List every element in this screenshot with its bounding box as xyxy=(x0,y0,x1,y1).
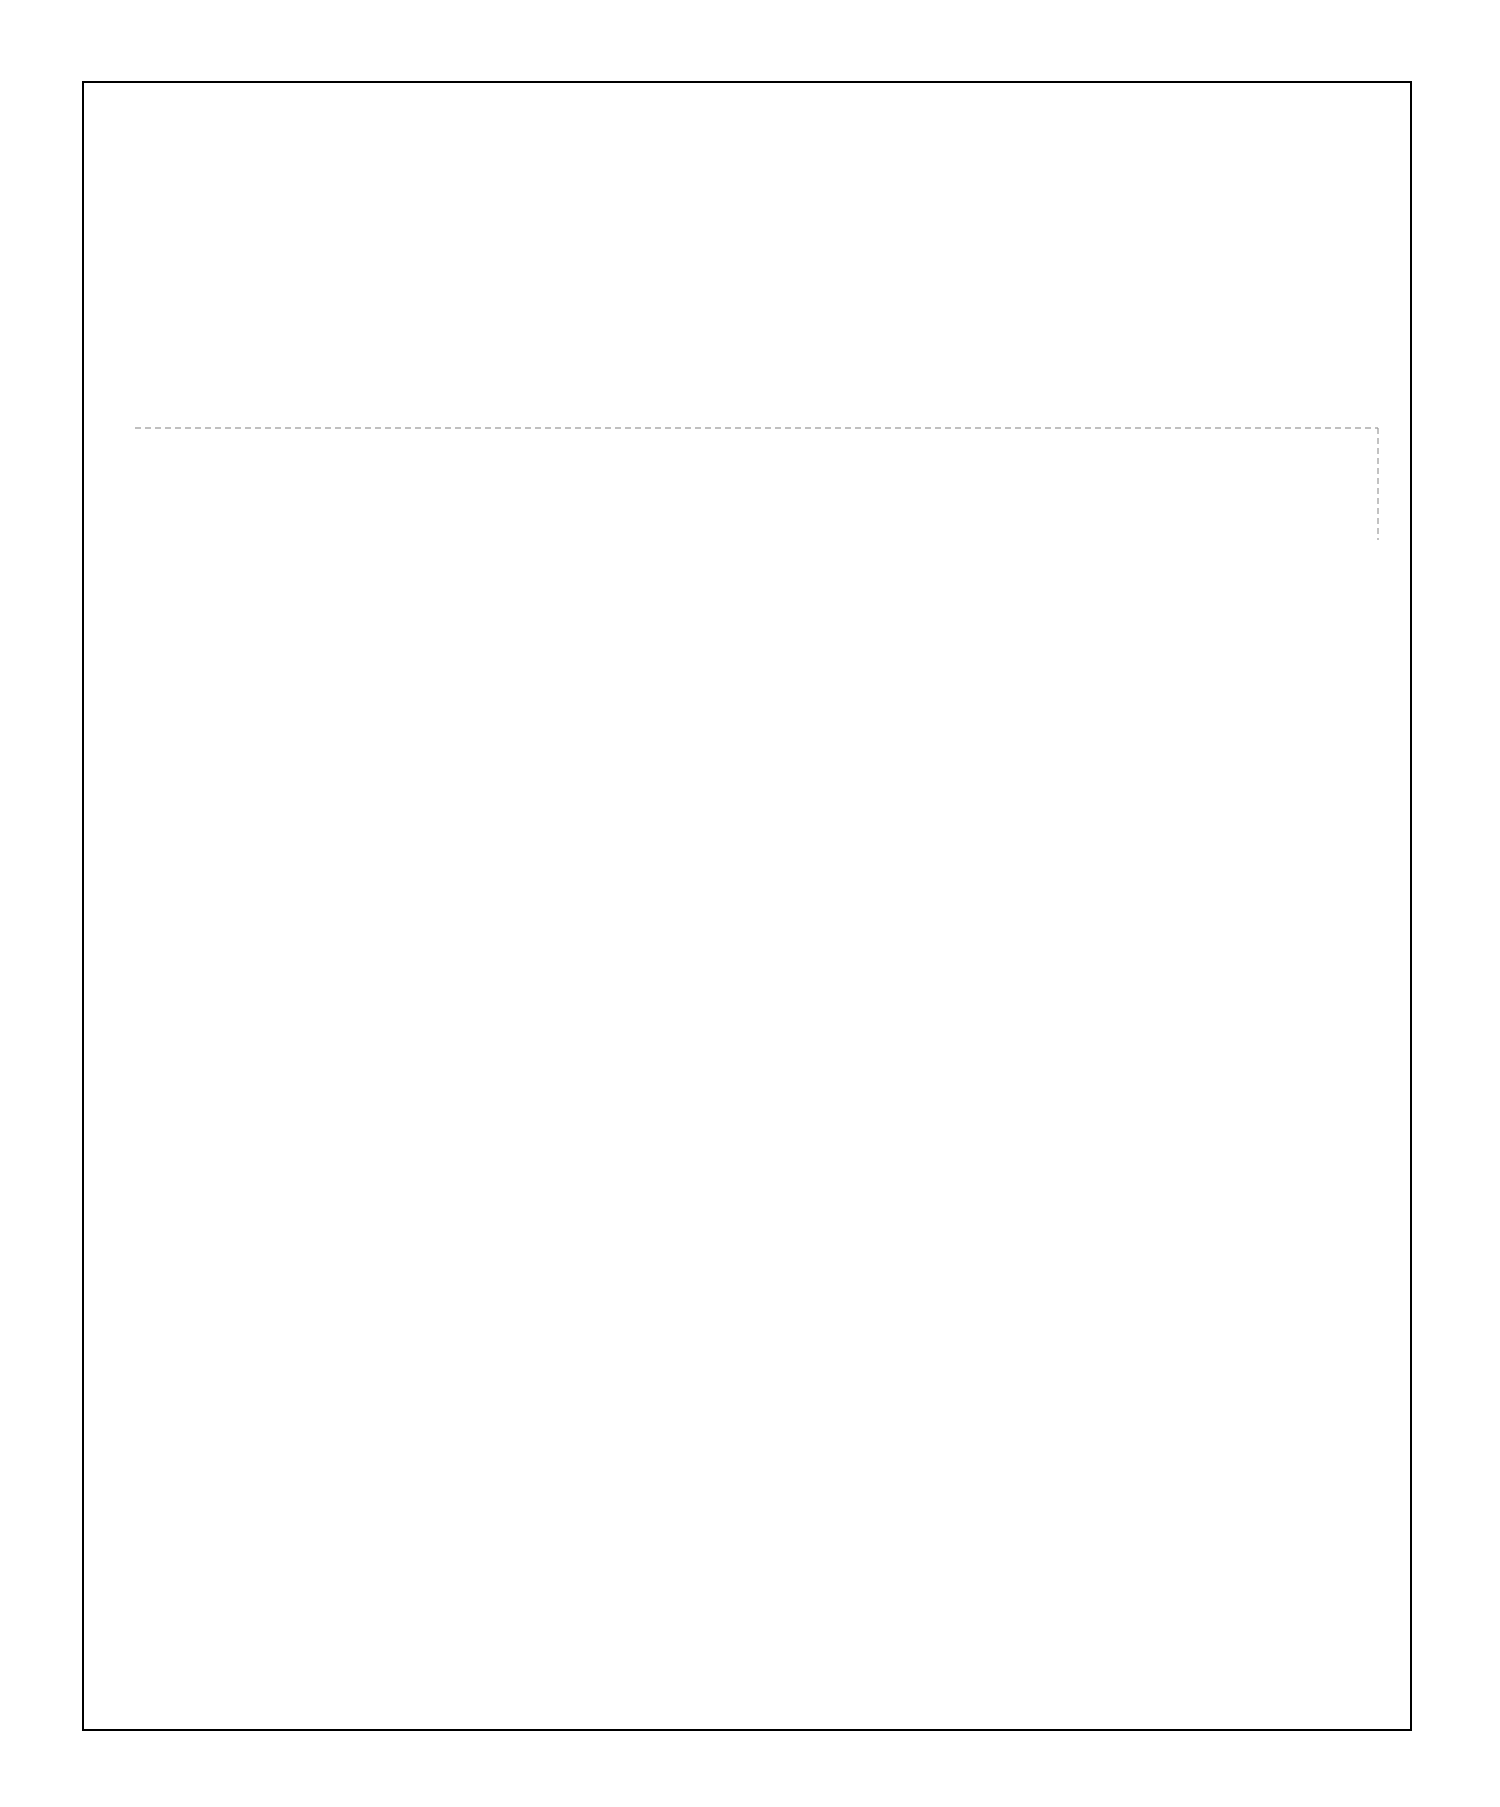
illegible-diagram-section xyxy=(82,540,1412,1731)
